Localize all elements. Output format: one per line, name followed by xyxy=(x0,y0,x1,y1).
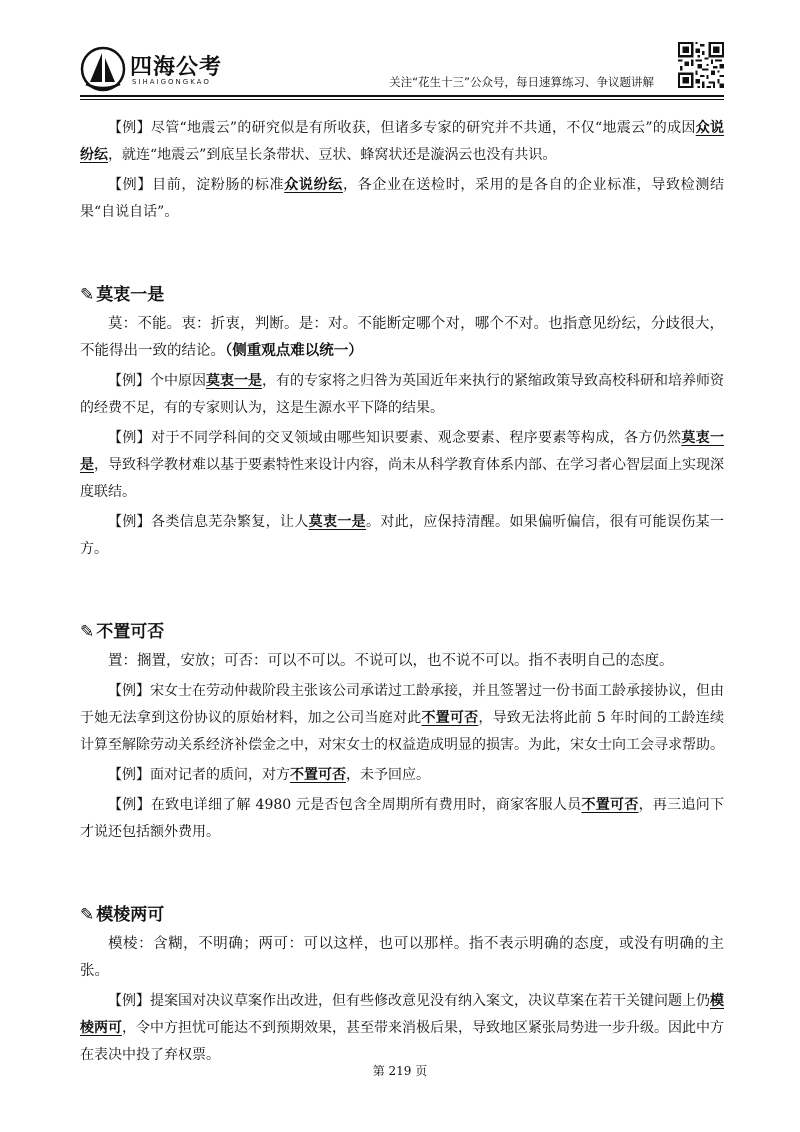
header-rule-thin xyxy=(80,99,724,100)
idiom-highlight: 众说纷纭 xyxy=(80,120,725,163)
idiom-highlight: 不置可否 xyxy=(290,767,346,783)
pencil-icon: ✎ xyxy=(80,285,95,305)
idiom-heading: ✎ 模棱两可 xyxy=(80,905,165,925)
idiom-heading: ✎ 不置可否 xyxy=(80,622,165,642)
example-paragraph: 【例】提案国对决议草案作出改进，但有些修改意见没有纳入案文，决议草案在若干关键问题上仍模棱两可，令中方担忧可能达不到预期效果，甚至带来消极后果，导致地区紧张局势进一步升级。因此中方在表决中投了弃权票。 xyxy=(80,993,724,1063)
header-rule xyxy=(80,95,724,97)
idiom-definition: 莫：不能。衷：折衷，判断。是：对。不能断定哪个对，哪个不对。也指意见纷纭，分歧很大，不能得出一致的结论。（侧重观点难以统一） xyxy=(80,316,724,359)
usage-note: （侧重观点难以统一） xyxy=(225,343,363,359)
idiom-definition: 置：搁置，安放；可否：可以不可以。不说可以，也不说不可以。指不表明自己的态度。 xyxy=(108,653,674,669)
qr-code-icon xyxy=(678,42,724,88)
example-paragraph: 【例】在致电详细了解 4980 元是否包含全周期所有费用时，商家客服人员不置可否，再三追问下才说还包括额外费用。 xyxy=(80,797,725,840)
page-number: 第 219 页 xyxy=(372,1064,428,1078)
example-paragraph: 【例】对于不同学科间的交叉领域由哪些知识要素、观念要素、程序要素等构成，各方仍然莫衷一是，导致科学教材难以基于要素特性来设计内容，尚未从科学教育体系内部、在学习者心智层面上实现深度联结。 xyxy=(80,430,725,500)
header-tagline: 关注“花生十三”公众号，每日速算练习、争议题讲解 xyxy=(389,75,654,89)
example-paragraph: 【例】目前，淀粉肠的标准众说纷纭，各企业在送检时，采用的是各自的企业标准，导致检测结果“自说自话”。 xyxy=(80,177,725,220)
pencil-icon: ✎ xyxy=(80,622,95,642)
sailboat-logo-icon xyxy=(80,46,126,92)
idiom-definition: 模棱：含糊，不明确；两可：可以这样，也可以那样。指不表示明确的态度，或没有明确的主张。 xyxy=(80,936,724,979)
example-paragraph: 【例】面对记者的质问，对方不置可否，未予回应。 xyxy=(108,767,430,783)
brand-logo xyxy=(80,46,280,94)
idiom-heading: ✎ 莫衷一是 xyxy=(80,285,165,305)
logo-subtext: SIHAIGONGKAO xyxy=(132,78,211,86)
example-paragraph: 【例】各类信息芜杂繁复，让人莫衷一是。对此，应保持清醒。如果偏听偏信，很有可能误伤某一方。 xyxy=(80,514,725,557)
idiom-highlight: 莫衷一是 xyxy=(80,430,725,473)
example-paragraph: 【例】宋女士在劳动仲裁阶段主张该公司承诺过工龄承接，并且签署过一份书面工龄承接协议，但由于她无法拿到这份协议的原始材料，加之公司当庭对此不置可否，导致无法将此前 5 年时间的工龄连续计算至解除劳动关系经济补偿金之中，对宋女士的权益造成明显的损害。为此，宋女士向工会寻求帮助。 xyxy=(80,683,724,753)
idiom-highlight: 不置可否 xyxy=(421,710,479,726)
idiom-highlight: 莫衷一是 xyxy=(206,373,262,389)
example-paragraph: 【例】个中原因莫衷一是，有的专家将之归咎为英国近年来执行的紧缩政策导致高校科研和培养师资的经费不足，有的专家则认为，这是生源水平下降的结果。 xyxy=(80,373,724,416)
idiom-highlight: 众说纷纭 xyxy=(284,177,343,193)
document-body xyxy=(80,112,724,1072)
example-paragraph: 【例】尽管“地震云”的研究似是有所收获，但诸多专家的研究并不共通，不仅“地震云”的成因众说纷纭，就连“地震云”到底呈长条带状、豆状、蜂窝状还是漩涡云也没有共识。 xyxy=(80,120,725,163)
idiom-highlight: 莫衷一是 xyxy=(308,514,367,530)
logo-text: 四海公考 xyxy=(130,55,223,80)
idiom-highlight: 模棱两可 xyxy=(80,993,724,1036)
idiom-highlight: 不置可否 xyxy=(581,797,639,813)
pencil-icon: ✎ xyxy=(80,905,95,925)
page-header xyxy=(80,40,724,98)
